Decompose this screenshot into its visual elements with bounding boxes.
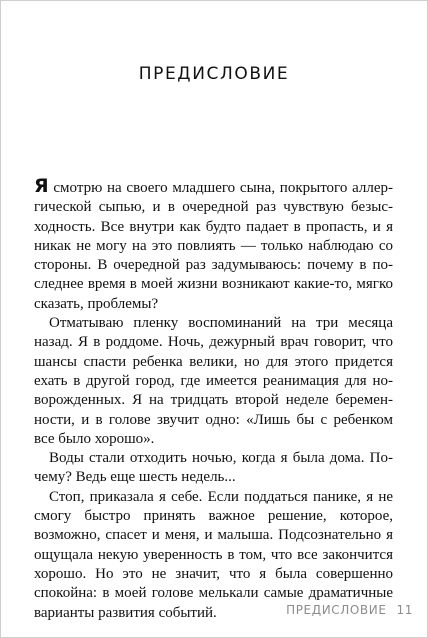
paragraph-4: Стоп, приказала я себе. Если поддаться панике, я не смогу быстро принять важное решение, которое, возможно, спасет и меня, и малыша. Подсознательно я ощущала некую уверенность в том, что все закончится хорошо. Но это не значит, что я была совершенно спокойна: в моей голове мелькали самые драматичные варианты развития событий. bbox=[34, 488, 393, 621]
drop-cap: Я bbox=[34, 175, 49, 197]
chapter-title: ПРЕДИСЛОВИЕ bbox=[138, 64, 290, 84]
running-head: ПРЕДИСЛОВИЕ bbox=[286, 603, 387, 617]
paragraph-1-text: смотрю на своего младшего сына, покрытого аллергической сыпью, и в очередной раз чувствую безысходность. Все внутри как будто падает в пропасть, и я никак не могу на это повлиять — только наблюдаю со стороны. В очередной раз задумываюсь: почему в последнее время в моей жизни возникают какие-то, мягко сказать, проблемы? bbox=[34, 180, 393, 312]
page-footer bbox=[286, 603, 413, 617]
paragraph-2: Отматываю пленку воспоминаний на три месяца назад. Я в роддоме. Ночь, дежурный врач говорит, что шансы спасти ребенка велики, но для этого придется ехать в другой город, где имеется реанимация для новорожденных. Я на тридцать второй неделе беременности, и в голове звучит одно: «Лишь бы с ребенком все было хорошо». bbox=[34, 315, 393, 447]
page-number: 11 bbox=[396, 603, 413, 617]
paragraph-3: Воды стали отходить ночью, когда я была дома. Почему? Ведь еще шесть недель... bbox=[34, 450, 393, 486]
paragraph-1 bbox=[34, 177, 393, 314]
body-text bbox=[34, 177, 393, 623]
